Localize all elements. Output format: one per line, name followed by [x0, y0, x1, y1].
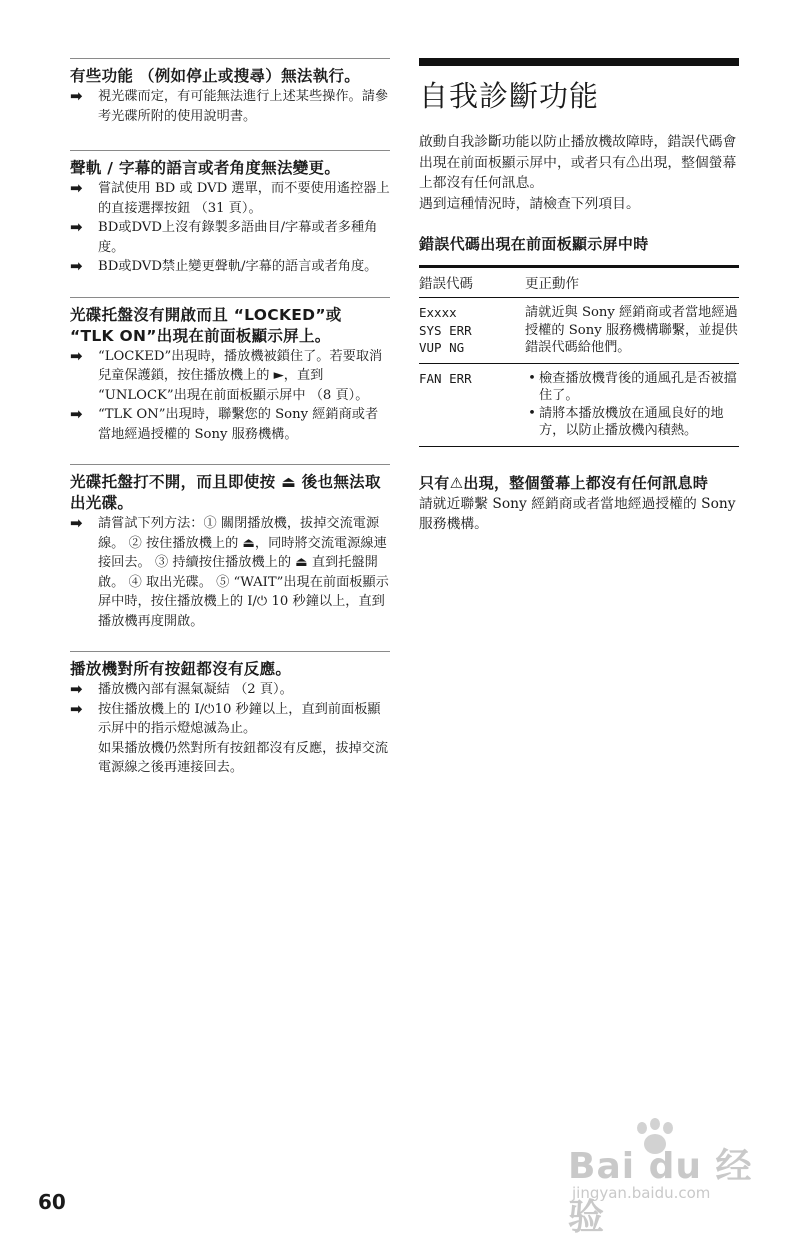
watermark-url: jingyan.baidu.com [572, 1184, 711, 1202]
list-item: • 檢查播放機背後的通風孔是否被擋住了。 [525, 370, 739, 405]
arrow-right-icon: ➡ [70, 87, 83, 105]
section-title: 光碟托盤沒有開啟而且 “LOCKED”或 “TLK ON”出現在前面板顯示屏上。 [70, 305, 342, 345]
section-title: 聲軌 / 字幕的語言或者角度無法變更。 [70, 159, 341, 177]
list-item: ➡ BD或DVD上沒有錄製多語曲目/字幕或者多種角度。 [70, 218, 390, 257]
section-title: 光碟托盤打不開，而且即使按 ⏏ 後也無法取出光碟。 [70, 473, 381, 512]
error-code-cell: Exxxx SYS ERR VUP NG [419, 298, 525, 364]
arrow-right-icon: ➡ [70, 257, 83, 275]
section-title: 播放機對所有按鈕都沒有反應。 [70, 660, 292, 678]
section-title: 有些功能 （例如停止或搜尋）無法執行。 [70, 67, 361, 85]
arrow-right-icon: ➡ [70, 405, 83, 423]
section-tray-stuck [70, 464, 390, 631]
arrow-right-icon: ➡ [70, 179, 83, 197]
list-item: ➡ “LOCKED”出現時，播放機被鎖住了。若要取消兒童保護鎖，按住播放機上的 ►，直到 “UNLOCK”出現在前面板顯示屏中 （8 頁）。 [70, 347, 390, 406]
list-item: ➡ 視光碟而定，有可能無法進行上述某些操作。請參考光碟所附的使用說明書。 [70, 87, 390, 126]
page-title: 自我診斷功能 [419, 79, 600, 113]
contact-paragraph: 請就近聯繫 Sony 經銷商或者當地經過授權的 Sony 服務機構。 [419, 495, 736, 532]
intro-paragraph-2: 遇到這種情況時，請檢查下列項目。 [419, 195, 640, 212]
list-item: • 請將本播放機放在通風良好的地方，以防止播放機內積熱。 [525, 405, 739, 440]
bullet-icon: • [528, 370, 536, 386]
section-no-response [70, 651, 390, 778]
watermark [568, 1118, 758, 1238]
arrow-right-icon: ➡ [70, 218, 83, 236]
list-item: ➡ BD或DVD禁止變更聲軌/字幕的語言或者角度。 [70, 257, 378, 275]
arrow-right-icon: ➡ [70, 514, 83, 532]
list-item: ➡ “TLK ON”出現時，聯繫您的 Sony 經銷商或者當地經過授權的 Sony 服務機構。 [70, 405, 390, 444]
right-column [419, 58, 739, 535]
page-number: 60 [38, 1190, 66, 1214]
list-item: ➡ 播放機內部有濕氣凝結 （2 頁）。 [70, 680, 293, 698]
watermark-logo: Bai du 经验 [568, 1146, 753, 1238]
table-row [419, 363, 739, 446]
subsection-title: 錯誤代碼出現在前面板顯示屏中時 [419, 235, 649, 253]
table-header-row [419, 267, 739, 298]
note-text: 如果播放機仍然對所有按鈕都沒有反應，拔掉交流電源線之後再連接回去。 [98, 740, 389, 775]
intro-paragraph: 啟動自我診斷功能以防止播放機故障時，錯誤代碼會出現在前面板顯示屏中，或者只有⚠出現，整個螢幕上都沒有任何訊息。 [419, 134, 737, 191]
section-functions [70, 58, 390, 126]
arrow-right-icon: ➡ [70, 680, 83, 698]
section-audio-subtitle [70, 150, 390, 277]
bullet-icon: • [528, 405, 536, 421]
list-item: ➡ 請嘗試下列方法：① 關閉播放機，拔掉交流電源線。 ② 按住播放機上的 ⏏，同時將交流電源線連接回去。 ③ 持續按住播放機上的 ⏏ 直到托盤開啟。 ④ 取出光碟。 ⑤ “WAIT”出現在前面板顯示屏中時，按住播放機上的 Ⅰ/⏻ 10 秒鐘以上，直到播放機再度開啟。 [70, 514, 390, 631]
error-code-table [419, 265, 739, 447]
list-item: ➡ 嘗試使用 BD 或 DVD 選單，而不要使用遙控器上的直接選擇按鈕 （31 頁）。 [70, 179, 390, 218]
table-row [419, 298, 739, 364]
column-header-action: 更正動作 [525, 267, 739, 298]
arrow-right-icon: ➡ [70, 346, 83, 365]
left-column [70, 58, 390, 778]
arrow-right-icon: ➡ [70, 699, 83, 718]
section-tray-locked [70, 297, 390, 445]
subsection-title-2: 只有⚠出現，整個螢幕上都沒有任何訊息時 [419, 473, 709, 492]
error-code-cell: FAN ERR [419, 363, 525, 446]
action-cell: 請就近與 Sony 經銷商或者當地經過授權的 Sony 服務機構聯繫，並提供錯誤代碼給他們。 [525, 298, 739, 364]
heading-bar [419, 58, 739, 66]
list-item: ➡ 按住播放機上的 Ⅰ/⏻10 秒鐘以上，直到前面板顯示屏中的指示燈熄滅為止。 [70, 700, 390, 739]
column-header-code: 錯誤代碼 [419, 267, 525, 298]
action-cell [525, 363, 739, 446]
